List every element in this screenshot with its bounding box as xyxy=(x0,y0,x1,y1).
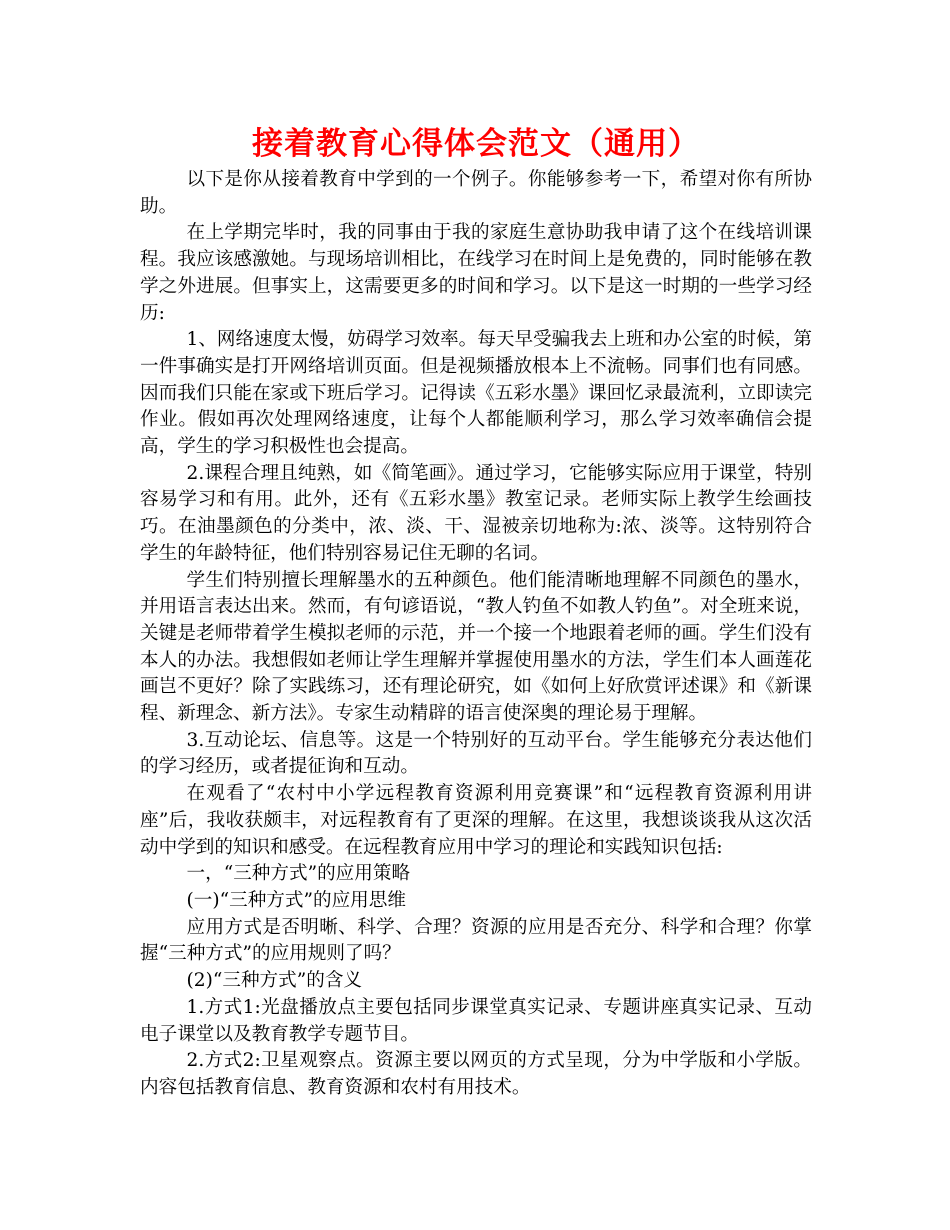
paragraph: 学生们特别擅长理解墨水的五种颜色。他们能清晰地理解不同颜色的墨水，并用语言表达出来。然而，有句谚语说，“教人钓鱼不如教人钓鱼”。对全班来说，关键是老师带着学生模拟老师的示范，并一个接一个地跟着老师的画。学生们没有本人的办法。我想假如老师让学生理解并掌握使用墨水的方法，学生们本人画莲花画岂不更好？除了实践练习，还有理论研究，如《如何上好欣赏评述课》和《新课程、新理念、新方法》。专家生动精辟的语言使深奥的理论易于理解。 xyxy=(140,569,812,725)
paragraph: 2.方式2:卫星观察点。资源主要以网页的方式呈现，分为中学版和小学版。内容包括教育信息、教育资源和农村有用技术。 xyxy=(140,1050,812,1098)
paragraph: 以下是你从接着教育中学到的一个例子。你能够参考一下，希望对你有所协助。 xyxy=(140,169,812,217)
paragraph: 在上学期完毕时，我的同事由于我的家庭生意协助我申请了这个在线培训课程。我应该感激她。与现场培训相比，在线学习在时间上是免费的，同时能够在教学之外进展。但事实上，这需要更多的时间和学习。以下是这一时期的一些学习经历: xyxy=(140,222,812,324)
subsection-heading: (2)“三种方式”的含义 xyxy=(186,970,363,992)
paragraph: 1.方式1:光盘播放点主要包括同步课堂真实记录、专题讲座真实记录、互动电子课堂以及教育教学专题节目。 xyxy=(140,996,812,1045)
paragraph: 1、网络速度太慢，妨碍学习效率。每天早受骗我去上班和办公室的时候，第一件事确实是打开网络培训页面。但是视频播放根本上不流畅。同事们也有同感。因而我们只能在家或下班后学习。记得读《五彩水墨》课回忆录最流利，立即读完作业。假如再次处理网络速度，让每个人都能顺利学习，那么学习效率确信会提高，学生的学习积极性也会提高。 xyxy=(140,329,812,458)
document-body xyxy=(140,167,812,1102)
subsection-heading: (一)“三种方式”的应用思维 xyxy=(186,889,406,911)
paragraph: 在观看了“农村中小学远程教育资源利用竞赛课”和“远程教育资源利用讲座”后，我收获颇丰，对远程教育有了更深的理解。在这里，我想谈谈我从这次活动中学到的知识和感受。在远程教育应用中学习的理论和实践知识包括: xyxy=(140,783,812,858)
section-heading: 一，“三种方式”的应用策略 xyxy=(186,863,411,885)
document-title: 接着教育心得体会范文（通用） xyxy=(252,126,700,162)
paragraph: 应用方式是否明晰、科学、合理？资源的应用是否充分、科学和合理？你掌握“三种方式”的应用规则了吗？ xyxy=(140,916,812,965)
paragraph: 3.互动论坛、信息等。这是一个特别好的互动平台。学生能够充分表达他们的学习经历，或者提征询和互动。 xyxy=(140,729,812,778)
paragraph: 2.课程合理且纯熟，如《简笔画》。通过学习，它能够实际应用于课堂，特别容易学习和有用。此外，还有《五彩水墨》教室记录。老师实际上教学生绘画技巧。在油墨颜色的分类中，浓、淡、干、湿被亲切地称为:浓、淡等。这特别符合学生的年龄特征，他们特别容易记住无聊的名词。 xyxy=(140,462,812,564)
